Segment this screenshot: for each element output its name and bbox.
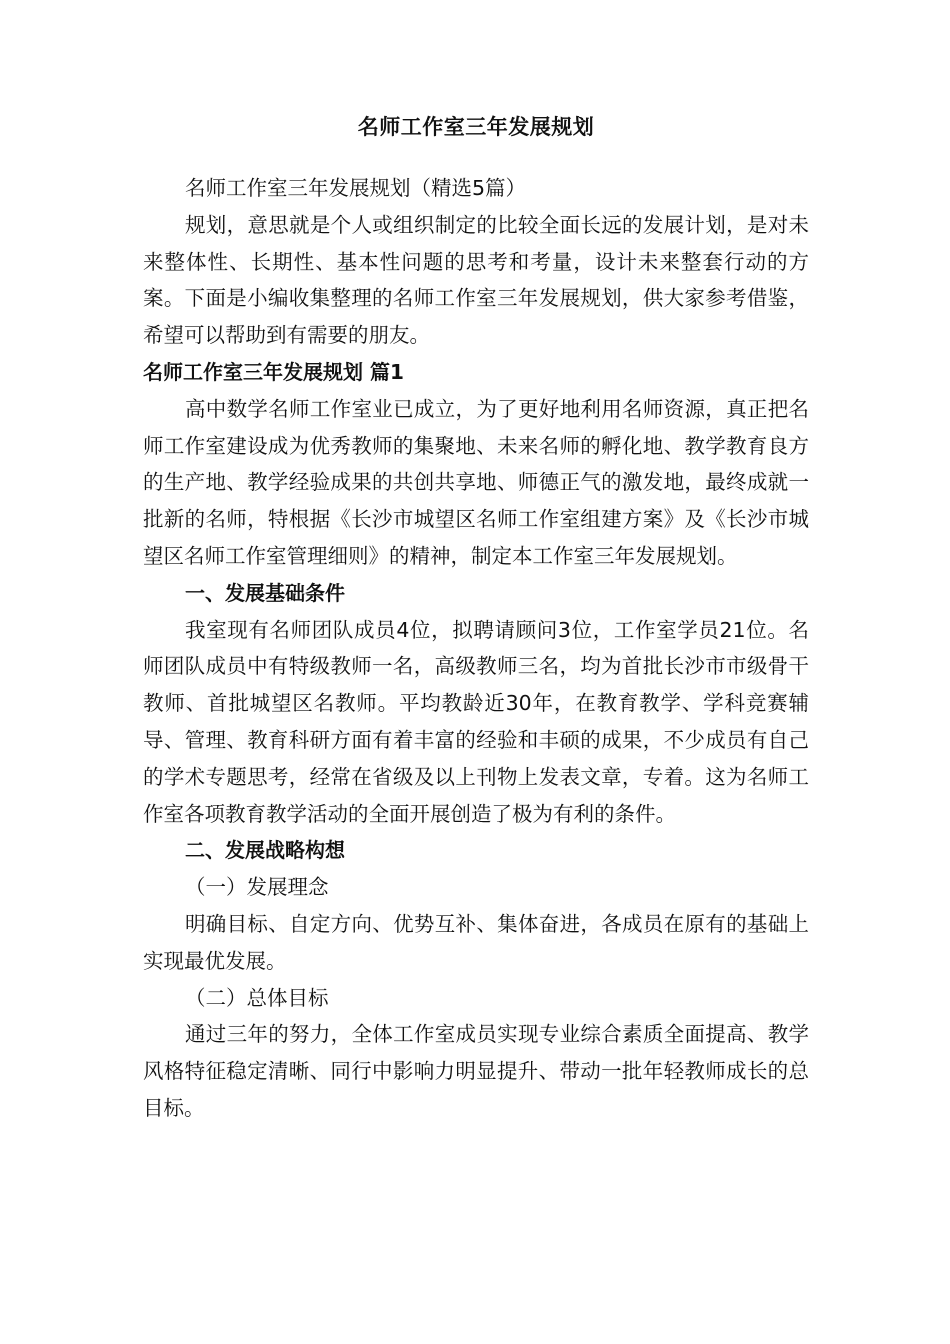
section-heading-basis: 一、发展基础条件	[185, 580, 345, 605]
section-heading-strategy: 二、发展战略构想	[185, 838, 345, 863]
subsection-heading-goal: （二）总体目标	[185, 985, 329, 1010]
section-heading-part1: 名师工作室三年发展规划 篇1	[143, 359, 404, 384]
body-paragraph: 高中数学名师工作室业已成立，为了更好地利用名师资源，真正把名师工作室建设成为优秀教师的集聚地、未来名师的孵化地、教学教育良方的生产地、教学经验成果的共创共享地、师德正气的激发地，最终成就一批新的名师，特根据《长沙市城望区名师工作室组建方案》及《长沙市城望区名师工作室管理细则》的精神，制定本工作室三年发展规划。	[143, 396, 809, 568]
subsection-heading-concept: （一）发展理念	[185, 875, 329, 900]
body-paragraph: 我室现有名师团队成员4位，拟聘请顾问3位，工作室学员21位。名师团队成员中有特级教师一名，高级教师三名，均为首批长沙市市级骨干教师、首批城望区名教师。平均教龄近30年，在教育教学、学科竞赛辅导、管理、教育科研方面有着丰富的经验和丰硕的成果，不少成员有自己的学术专题思考，经常在省级及以上刊物上发表文章，专着。这为名师工作室各项教育教学活动的全面开展创造了极为有利的条件。	[143, 617, 809, 826]
document-title: 名师工作室三年发展规划	[357, 115, 595, 139]
document-body	[143, 106, 809, 1127]
body-paragraph: 通过三年的努力，全体工作室成员实现专业综合素质全面提高、教学风格特征稳定清晰、同行中影响力明显提升、带动一批年轻教师成长的总目标。	[143, 1022, 809, 1120]
body-paragraph: 明确目标、自定方向、优势互补、集体奋进，各成员在原有的基础上实现最优发展。	[143, 911, 809, 973]
subtitle-paragraph: 名师工作室三年发展规划（精选5篇）	[185, 176, 527, 200]
intro-paragraph: 规划，意思就是个人或组织制定的比较全面长远的发展计划，是对未来整体性、长期性、基本性问题的思考和考量，设计未来整套行动的方案。下面是小编收集整理的名师工作室三年发展规划，供大家参考借鉴，希望可以帮助到有需要的朋友。	[143, 212, 809, 348]
